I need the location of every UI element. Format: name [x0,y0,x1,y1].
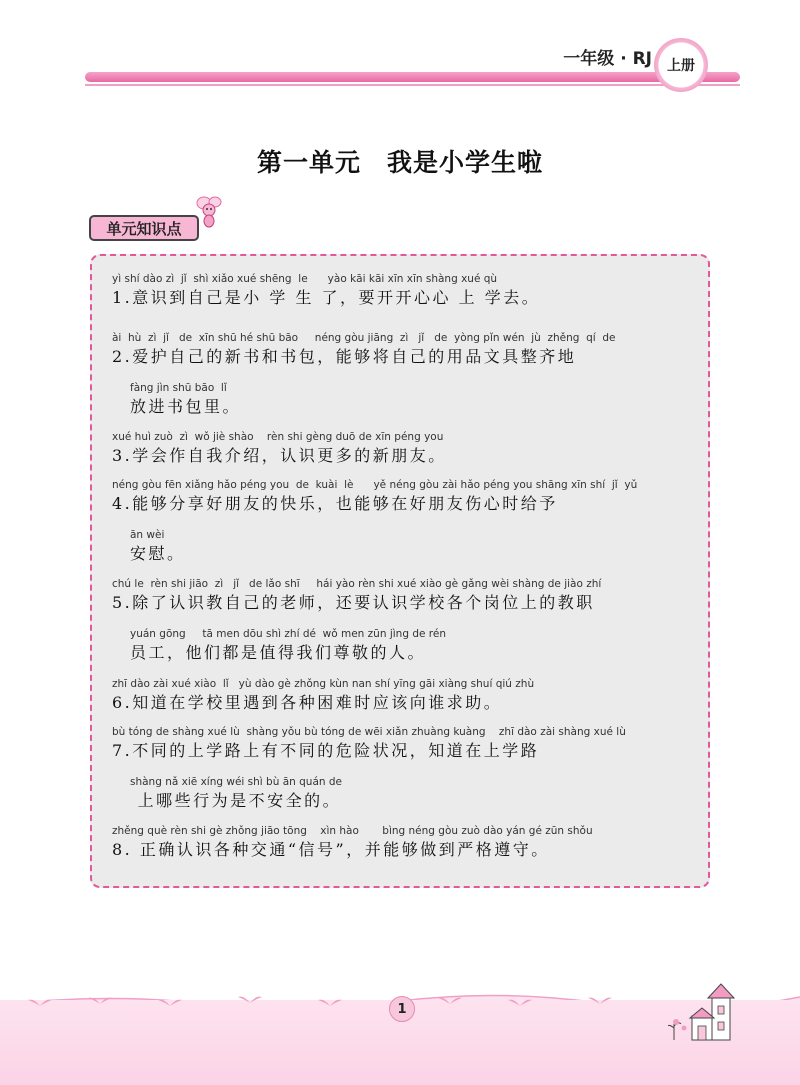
section-label: 单元知识点 [89,215,199,241]
pinyin-line: bù tóng de shàng xué lù shàng yǒu bù tóng de wēi xiǎn zhuàng kuàng zhī dào zài shàng xué lù [112,726,626,738]
page-number: 1 [389,996,415,1022]
volume-badge [654,38,708,92]
list-item [112,725,702,812]
list-item [112,824,702,861]
list-item [112,478,702,565]
pinyin-line: zhī dào zài xué xiào lǐ yù dào gè zhǒng kùn nan shí yīng gāi xiàng shuí qiú zhù [112,678,535,690]
pinyin-line: shàng nǎ xiē xíng wéi shì bù ān quán de [130,776,342,788]
text-line: 3.学会作自我介绍，认识更多的新朋友。 [112,446,447,465]
bee-icon [194,193,224,229]
knowledge-points-box [90,254,710,888]
pinyin-line: fàng jìn shū bāo lǐ [130,382,227,394]
list-item [112,577,702,664]
text-line: 2.爱护自己的新书和书包，能够将自己的用品文具整齐地 [112,347,577,366]
sprout-icon [0,990,660,1010]
text-line: 放进书包里。 [130,397,242,416]
page-title: 第一单元 我是小学生啦 [256,148,543,177]
text-line: 6.知道在学校里遇到各种困难时应该向谁求助。 [112,693,503,712]
pinyin-line: ān wèi [130,529,165,541]
pinyin-line: yì shí dào zì jǐ shì xiǎo xué shēng le yào kāi kāi xīn xīn shàng xué qù [112,273,498,285]
castle-icon [668,982,748,1042]
text-line: 上哪些行为是不安全的。 [130,791,342,810]
list-item [112,272,702,309]
pinyin-line: chú le rèn shi jiāo zì jǐ de lǎo shī hái yào rèn shi xué xiào gè gǎng wèi shàng de jiào zhí [112,578,602,590]
text-line: 4.能够分享好朋友的快乐，也能够在好朋友伤心时给予 [112,494,558,513]
pinyin-line: néng gòu fēn xiǎng hǎo péng you de kuài lè yě néng gòu zài hǎo péng you shāng xīn shí jǐ yǔ [112,479,638,491]
text-line: 7.不同的上学路上有不同的危险状况，知道在上学路 [112,741,540,760]
header-rule [85,72,740,82]
grade-label: 一年级 · RJ [563,49,652,69]
volume-badge-text: 上册 [667,58,695,74]
list-item [112,430,702,467]
text-line: 8. 正确认识各种交通“信号”，并能够做到严格遵守。 [112,840,550,859]
list-item [112,331,702,418]
pinyin-line: ài hù zì jǐ de xīn shū hé shū bāo néng gòu jiāng zì jǐ de yòng pǐn wén jù zhěng qí de [112,332,616,344]
header-rule-thin [85,84,740,86]
text-line: 安慰。 [130,544,186,563]
text-line: 5.除了认识教自己的老师，还要认识学校各个岗位上的教职 [112,593,595,612]
pinyin-line: zhěng què rèn shi gè zhǒng jiāo tōng xìn hào bìng néng gòu zuò dào yán gé zūn shǒu [112,825,593,837]
pinyin-line: yuán gōng tā men dōu shì zhí dé wǒ men zūn jìng de rén [130,628,446,640]
text-line: 员工，他们都是值得我们尊敬的人。 [130,643,427,662]
text-line: 1.意识到自己是小 学 生 了，要开开心心 上 学去。 [112,288,541,307]
list-item [112,677,702,714]
pinyin-line: xué huì zuò zì wǒ jiè shào rèn shi gèng duō de xīn péng you [112,431,444,443]
